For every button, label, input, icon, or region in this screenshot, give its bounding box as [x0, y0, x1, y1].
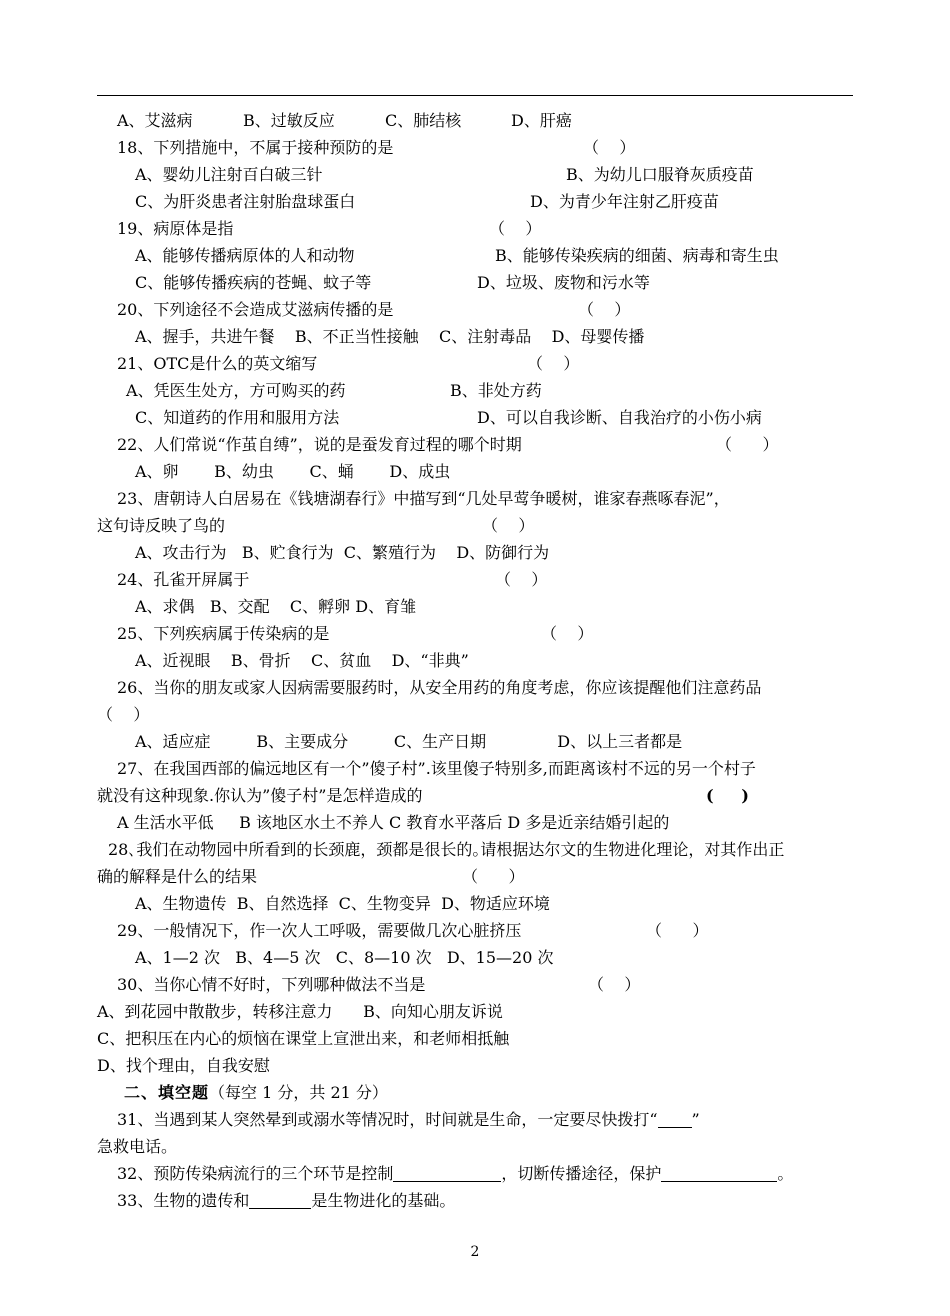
q32-stem [117, 1164, 793, 1184]
q18-stem: 18、下列措施中，不属于接种预防的是 [117, 138, 394, 157]
q19-answer-paren: （ ） [489, 219, 542, 238]
q22-answer-paren: （ ） [716, 435, 779, 454]
q33-text: 33、生物的遗传和 [117, 1191, 250, 1210]
q20-options: A、握手，共进午餐 B、不正当性接触 C、注射毒品 D、母婴传播 [135, 327, 645, 346]
q28-options: A、生物遗传 B、自然选择 C、生物变异 D、物适应环境 [135, 894, 550, 913]
section-title: 二、填空题 [124, 1083, 210, 1102]
q22-options: A、卵 B、幼虫 C、蛹 D、成虫 [135, 462, 451, 481]
q22-stem: 22、人们常说“作茧自缚”，说的是蚕发育过程的哪个时期 [117, 435, 522, 454]
q30-option-c: C、把积压在内心的烦恼在课堂上宣泄出来，和老师相抵触 [97, 1029, 510, 1048]
q29-stem: 29、一般情况下，作一次人工呼吸，需要做几次心脏挤压 [117, 921, 522, 940]
q33-stem [117, 1191, 455, 1211]
q32-text-mid: ，切断传播途径，保护 [501, 1164, 662, 1183]
q31-blank[interactable] [658, 1111, 692, 1128]
q28-stem-line1: 28､我们在动物园中所看到的长颈鹿，颈都是很长的｡请根据达尔文的生物进化理论，对其作出正 [108, 840, 785, 859]
q18-answer-paren: （ ） [583, 138, 636, 157]
page-number: 2 [470, 1244, 480, 1260]
q32-blank-1[interactable] [393, 1165, 501, 1182]
q20-stem: 20、下列途径不会造成艾滋病传播的是 [117, 300, 394, 319]
q27-options: A 生活水平低 B 该地区水土不养人 C 教育水平落后 D 多是近亲结婚引起的 [117, 813, 670, 832]
section-scoring-note: （每空 1 分，共 21 分） [209, 1083, 388, 1102]
q23-stem-line1: 23、唐朝诗人白居易在《钱塘湖春行》中描写到“几处早莺争暖树，谁家春燕啄春泥”， [117, 489, 730, 508]
q26-answer-paren: （ ） [97, 705, 150, 724]
q31-stem-line2: 急救电话。 [97, 1137, 178, 1156]
q21-stem: 21、OTC是什么的英文缩写 [117, 354, 318, 373]
q26-options: A、适应症 B、主要成分 C、生产日期 D、以上三者都是 [135, 732, 683, 751]
q27-stem-line1: 27、在我国西部的偏远地区有一个”傻子村”.该里傻子特别多,而距离该村不远的另一个村子 [117, 759, 756, 778]
q19-option-b: B、能够传染疾病的细菌、病毒和寄生虫 [495, 246, 779, 265]
q18-option-d: D、为青少年注射乙肝疫苗 [530, 192, 719, 211]
q21-option-c: C、知道药的作用和服用方法 [135, 408, 340, 427]
q23-answer-paren: （ ） [482, 516, 535, 535]
q31-closing-quote: ” [691, 1110, 700, 1129]
q24-answer-paren: （ ） [495, 570, 548, 589]
q19-stem: 19、病原体是指 [117, 219, 234, 238]
q26-stem: 26、当你的朋友或家人因病需要服药时，从安全用药的角度考虑，你应该提醒他们注意药品 [117, 678, 762, 697]
q30-option-a-b: A、到花园中散散步，转移注意力 B、向知心朋友诉说 [97, 1002, 503, 1021]
q19-option-a: A、能够传播病原体的人和动物 [135, 246, 355, 265]
header-rule [97, 95, 853, 96]
q18-option-c: C、为肝炎患者注射胎盘球蛋白 [135, 192, 356, 211]
q24-options: A、求偶 B、交配 C、孵卵 D、育雏 [135, 597, 417, 616]
q18-option-b: B、为幼儿口服脊灰质疫苗 [566, 165, 754, 184]
q28-answer-paren: （ ） [462, 867, 525, 886]
q25-answer-paren: （ ） [541, 624, 594, 643]
q21-answer-paren: （ ） [527, 354, 580, 373]
q32-text-end: 。 [777, 1164, 794, 1183]
q19-option-c: C、能够传播疾病的苍蝇、蚊子等 [135, 273, 372, 292]
q23-stem-line2: 这句诗反映了鸟的 [97, 516, 226, 535]
q25-stem: 25、下列疾病属于传染病的是 [117, 624, 330, 643]
q25-options: A、近视眼 B、骨折 C、贫血 D、“非典” [135, 651, 469, 670]
q24-stem: 24、孔雀开屏属于 [117, 570, 250, 589]
q31-text: 31、当遇到某人突然晕到或溺水等情况时，时间就是生命，一定要尽快拨打“ [117, 1110, 658, 1129]
q27-stem-line2: 就没有这种现象.你认为”傻子村”是怎样造成的 [97, 786, 423, 805]
q21-option-a: A、凭医生处方，方可购买的药 [126, 381, 346, 400]
q32-text: 32、预防传染病流行的三个环节是控制 [117, 1164, 394, 1183]
q29-answer-paren: （ ） [646, 921, 709, 940]
q28-stem-line2: 确的解释是什么的结果 [97, 867, 258, 886]
q30-option-d: D、找个理由，自我安慰 [97, 1056, 270, 1075]
q17-option-d: D、肝癌 [511, 111, 572, 130]
q33-blank[interactable] [249, 1192, 311, 1209]
q21-option-d: D、可以自我诊断、自我治疗的小伤小病 [477, 408, 762, 427]
q31-stem [117, 1110, 700, 1130]
q18-option-a: A、婴幼儿注射百白破三针 [135, 165, 323, 184]
q19-option-d: D、垃圾、废物和污水等 [477, 273, 650, 292]
q30-stem: 30、当你心情不好时，下列哪种做法不当是 [117, 975, 426, 994]
q32-blank-2[interactable] [661, 1165, 777, 1182]
q27-answer-paren: ( ) [706, 786, 749, 805]
q17-option-c: C、肺结核 [385, 111, 462, 130]
q17-option-a: A、艾滋病 [117, 111, 193, 130]
q20-answer-paren: （ ） [578, 300, 631, 319]
q21-option-b: B、非处方药 [450, 381, 542, 400]
q33-text-end: 是生物进化的基础。 [311, 1191, 456, 1210]
q23-options: A、攻击行为 B、贮食行为 C、繁殖行为 D、防御行为 [135, 543, 550, 562]
q17-option-b: B、过敏反应 [243, 111, 335, 130]
section-heading [124, 1083, 388, 1103]
q29-options: A、1—2 次 B、4—5 次 C、8—10 次 D、15—20 次 [135, 948, 554, 967]
q30-answer-paren: （ ） [588, 975, 641, 994]
